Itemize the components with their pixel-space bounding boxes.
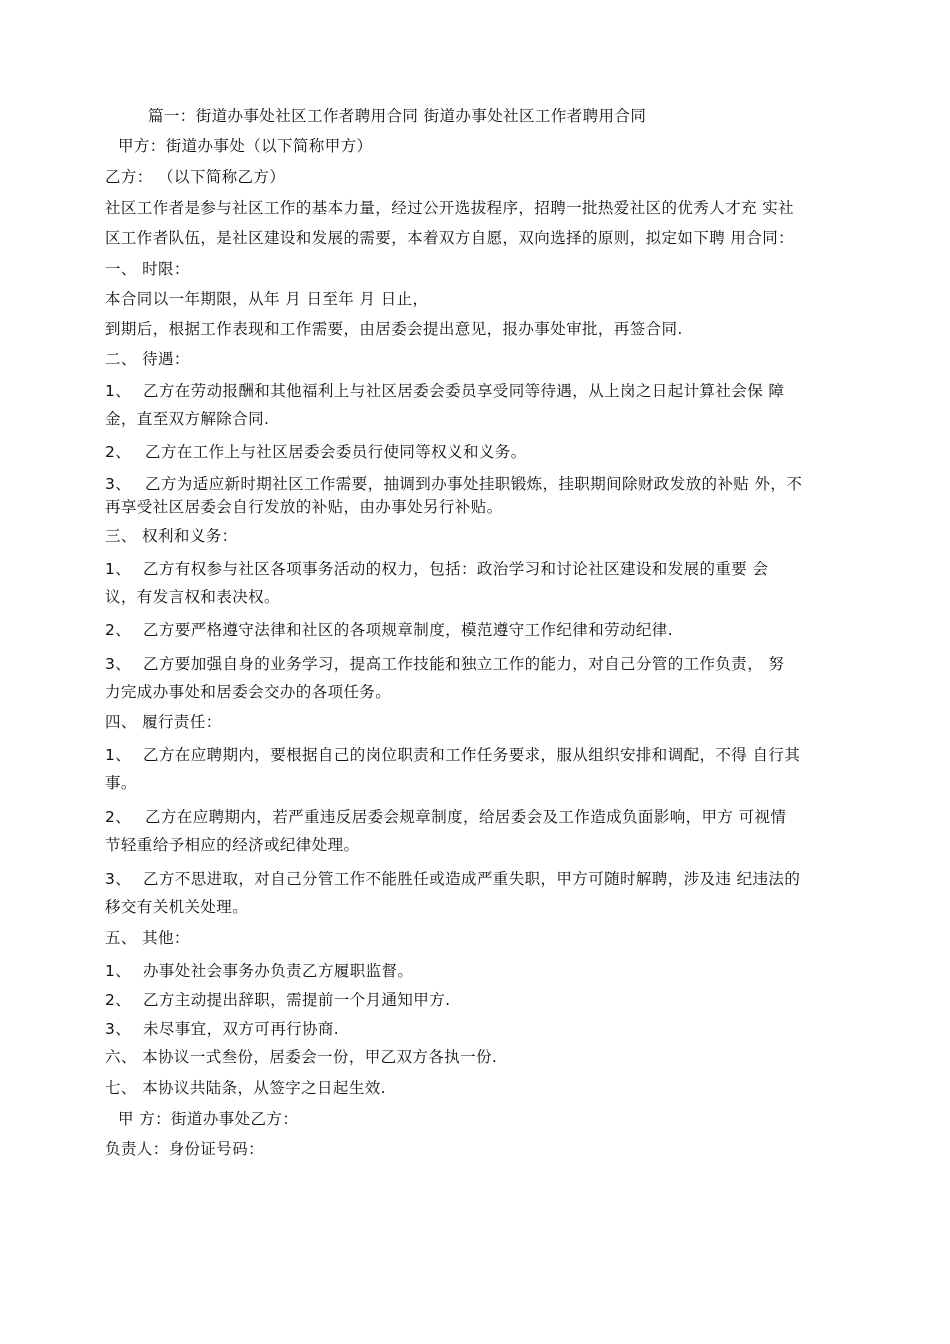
item-number: 1、 [105,382,132,400]
section-2-item-3 [105,474,802,494]
item-number: 2、 [105,991,132,1009]
section-3-item-1 [105,559,768,579]
section-7-line: 七、 本协议共陆条，从签字之日起生效. [105,1079,386,1097]
section-6-line: 六、 本协议一式叁份，居委会一份，甲乙双方各执一份. [105,1048,498,1066]
intro-line-2: 区工作者队伍，是社区建设和发展的需要，本着双方自愿，双向选择的原则，拟定如下聘 用合同： [105,229,795,247]
item-number: 1、 [105,746,132,764]
signature-line-1: 甲 方：街道办事处乙方： [118,1110,299,1128]
section-3-item-1-cont: 议，有发言权和表决权。 [105,588,280,606]
item-text: 乙方主动提出辞职，需提前一个月通知甲方. [143,991,451,1009]
item-number: 3、 [105,655,132,673]
section-4-item-1 [105,745,800,765]
section-2-item-1 [105,381,784,401]
party-b-line: 乙方： （以下简称乙方） [105,168,286,186]
section-3-item-3 [105,654,784,674]
item-number: 1、 [105,962,132,980]
section-4-item-3 [105,869,800,889]
item-number: 2、 [105,621,132,639]
section-4-heading: 四、 履行责任： [105,713,222,731]
section-2-heading: 二、 待遇： [105,350,190,368]
item-text: 乙方在工作上与社区居委会委员行使同等权义和义务。 [145,443,527,461]
signature-line-2: 负责人：身份证号码： [105,1140,265,1158]
section-1-line-1: 本合同以一年期限，从年 月 日至年 月 日止， [105,290,429,308]
section-5-item-3 [105,1019,339,1039]
item-text: 乙方在劳动报酬和其他福利上与社区居委会委员享受同等待遇，从上岗之日起计算社会保 障 [143,382,785,400]
section-4-item-2-cont: 节轻重给予相应的经济或纪律处理。 [105,836,360,854]
item-text: 乙方要加强自身的业务学习，提高工作技能和独立工作的能力，对自己分管的工作负责， 努 [143,655,785,673]
section-5-heading: 五、 其他： [105,929,190,947]
item-number: 2、 [105,808,132,826]
section-4-item-2 [105,807,786,827]
item-number: 3、 [105,475,132,493]
section-2-item-1-cont: 金，直至双方解除合同. [105,410,270,428]
section-3-item-2 [105,620,673,640]
item-text: 未尽事宜，双方可再行协商. [143,1020,340,1038]
item-text: 乙方在应聘期内，若严重违反居委会规章制度，给居委会及工作造成负面影响，甲方 可视情 [145,808,787,826]
item-number: 3、 [105,870,132,888]
item-text: 乙方要严格遵守法律和社区的各项规章制度，模范遵守工作纪律和劳动纪律. [143,621,674,639]
section-3-heading: 三、 权利和义务： [105,527,238,545]
item-text: 办事处社会事务办负责乙方履职监督。 [143,962,414,980]
section-5-item-2 [105,990,450,1010]
item-number: 2、 [105,443,132,461]
section-2-item-3-cont: 再享受社区居委会自行发放的补贴，由办事处另行补贴。 [105,498,503,516]
item-number: 3、 [105,1020,132,1038]
item-text: 乙方不思进取，对自己分管工作不能胜任或造成严重失职，甲方可随时解聘，涉及违 纪违法的 [143,870,801,888]
section-5-item-1 [105,961,413,981]
document-title: 篇一：街道办事处社区工作者聘用合同 街道办事处社区工作者聘用合同 [148,107,647,125]
section-3-item-3-cont: 力完成办事处和居委会交办的各项任务。 [105,683,392,701]
item-text: 乙方在应聘期内，要根据自己的岗位职责和工作任务要求，服从组织安排和调配，不得 自行其 [143,746,801,764]
item-text: 乙方为适应新时期社区工作需要，抽调到办事处挂职锻炼，挂职期间除财政发放的补贴 外，不 [145,475,803,493]
item-number: 1、 [105,560,132,578]
section-1-heading: 一、 时限： [105,260,190,278]
section-2-item-2 [105,442,527,462]
item-text: 乙方有权参与社区各项事务活动的权力，包括：政治学习和讨论社区建设和发展的重要 会 [143,560,769,578]
section-4-item-3-cont: 移交有关机关处理。 [105,898,249,916]
section-4-item-1-cont: 事。 [105,774,137,792]
intro-line-1: 社区工作者是参与社区工作的基本力量，经过公开选拔程序，招聘一批热爱社区的优秀人才充 实社 [105,199,795,217]
party-a-line: 甲方：街道办事处（以下简称甲方） [118,137,373,155]
section-1-line-2: 到期后，根据工作表现和工作需要，由居委会提出意见，报办事处审批，再签合同. [105,320,683,338]
